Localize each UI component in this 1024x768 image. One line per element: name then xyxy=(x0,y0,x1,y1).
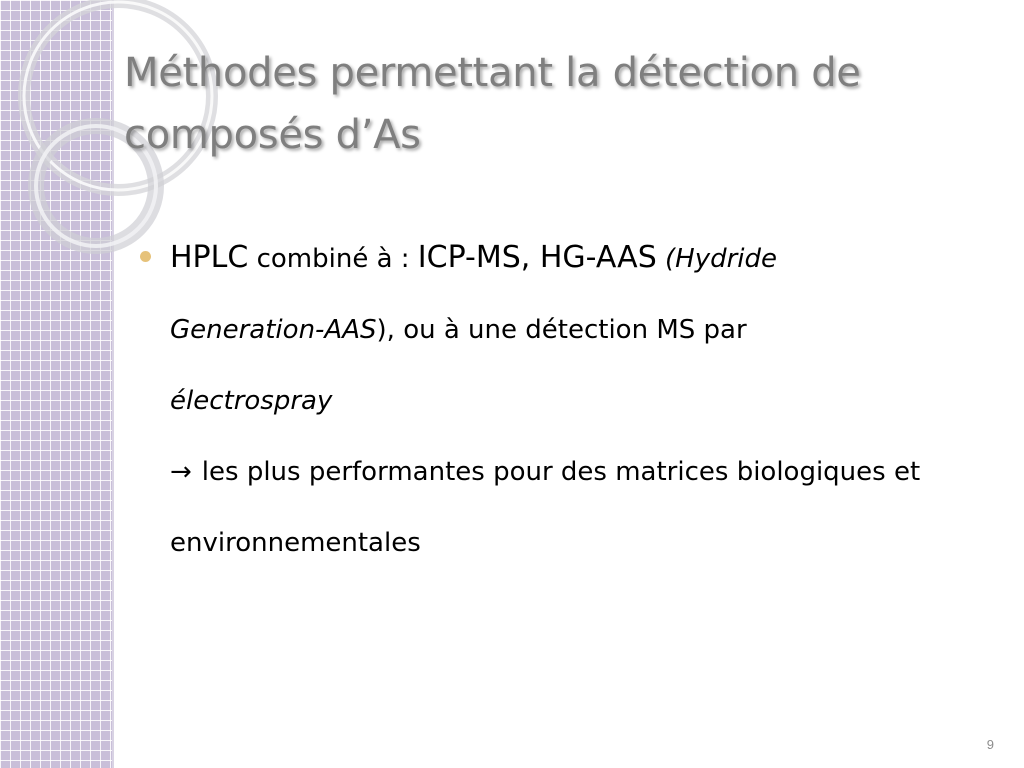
page-number: 9 xyxy=(986,737,994,752)
bullet-item xyxy=(140,222,1000,437)
combine-text: combiné à : xyxy=(248,244,418,274)
methods-text: ICP-MS, HG-AAS xyxy=(417,240,657,275)
sub-paragraph xyxy=(140,437,1000,579)
sub-text: les plus performantes pour des matrices biologiques et environnementales xyxy=(170,457,921,558)
arrow-right-icon: → xyxy=(170,457,192,487)
hydride-text: (Hydride xyxy=(656,244,778,274)
bullet-dot-icon xyxy=(140,251,151,262)
electrospray-text: électrospray xyxy=(170,386,333,416)
slide-content xyxy=(140,222,1000,579)
close-paren-text: ), xyxy=(376,315,404,345)
detection-text: ou à une détection MS par xyxy=(403,315,747,345)
hplc-text: HPLC xyxy=(170,240,249,275)
slide-title: Méthodes permettant la détection de composés d’As xyxy=(124,50,861,158)
generation-text: Generation-AAS xyxy=(170,315,377,345)
